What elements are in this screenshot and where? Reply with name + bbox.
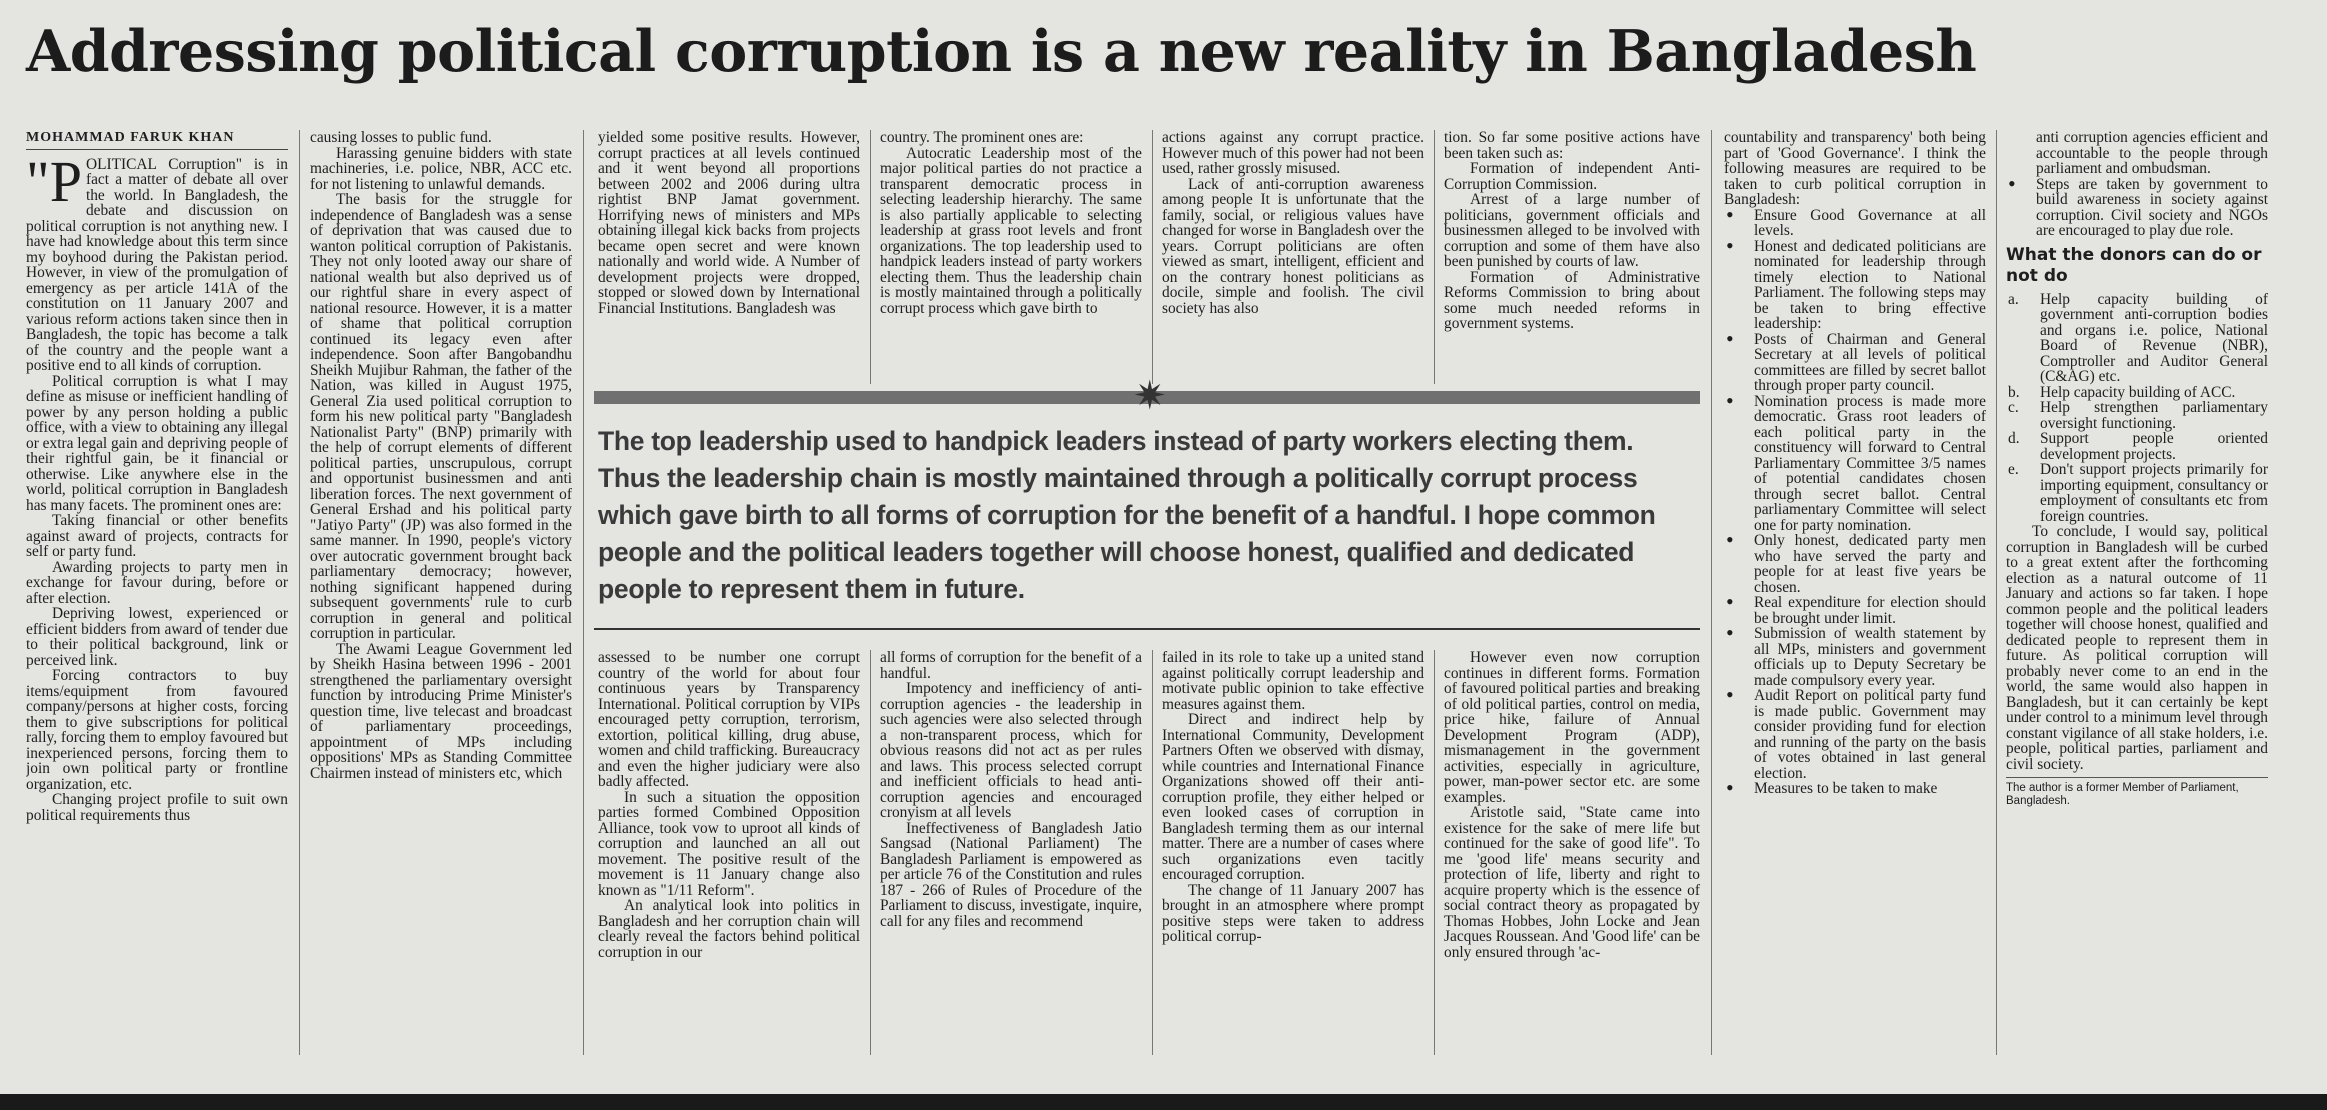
paragraph: countability and transparency' both being part of 'Good Governance'. I think the following measures are required to be taken to curb political corruption in Bangladesh: [1724,130,1986,208]
column-8 [2006,130,2268,1055]
conclusion-paragraph: To conclude, I would say, political corruption in Bangladesh will be curbed to a great extent after the forthcoming election as a natural outcome of 11 January and actions so far taken. I hope common people and the political leaders together will choose honest, qualified and dedicated people to represent them in future. As political corruption will probably never come to an end in the world, the same would also happen in Bangladesh, but it can certainly be kept under control to a minimum level through constant vigilance of all stake holders, i.e. people, political parties, parliament and civil society. [2006,523,2268,773]
paragraph: Direct and indirect help by International Community, Development Partners Often we observed with dismay, while countries and International Finance Organizations showed off their anti-corruption profile, they either helped or even looked cases of corruption in Bangladesh terming them as our internal matter. There are a number of cases where such organizations even tacitly encouraged corruption. [1162,711,1424,883]
column-rule [583,130,584,1055]
paragraph: country. The prominent ones are: [880,130,1084,146]
list-item: • Submission of wealth statement by all MPs, ministers and government officials up to Deputy Secretary be made compulsory every year. [1724,626,1986,688]
column-3-top [598,130,860,384]
column-6-top [1444,130,1700,384]
column-rule [1996,130,1997,1055]
column-rule [870,130,871,384]
paragraph: Lack of anti-corruption awareness among people It is unfortunate that the family, social, or religious values have changed for worse in Bangladesh over the years. Corrupt politicians are often viewed as smart, intelligent, efficient and on the contrary honest politicians as docile, simple and foolish. The civil society has also [1162,175,1424,317]
drop-cap: "P [26,148,82,214]
paragraph: In such a situation the opposition parties formed Combined Opposition Alliance, took vow to uproot all kinds of corruption and launched an all out movement. The positive result of the movement is 11 January change also known as "1/11 Reform". [598,788,860,899]
paragraph: tion. So far some positive actions have been taken such as: [1444,130,1700,162]
column-rule [870,650,871,1055]
column-rule [1434,130,1435,384]
paragraph: actions against any corrupt practice. However much of this power had not been used, rather grossly misused. [1162,130,1424,177]
paragraph: Ineffectiveness of Bangladesh Jatio Sangsad (National Parliament) The Bangladesh Parliament is empowered as per article 76 of the Constitution and rules 187 - 266 of Rules of Procedure of the Parliament to discuss, investigate, inquire, call for any files and recommend [880,819,1142,930]
paragraph: However even now corruption continues in different forms. Formation of favoured political parties and breaking of old political parties, control on media, price hike, failure of Annual Development Program (ADP), mismanagement in the government activities, especially in agriculture, power, man-power sector etc. are some examples. [1444,650,1700,806]
list-item: • Only honest, dedicated party men who have served the party and people for at least five years be chosen. [1724,533,1986,595]
paragraph: An analytical look into politics in Bangladesh and her corruption chain will clearly reveal the factors behind political corruption in our [598,897,860,961]
pull-quote: The top leadership used to handpick leaders instead of party workers electing them. Thus the leadership chain is mostly maintained through a politically corrupt process which gave birth to all forms of corruption for the benefit of a handful. I hope common people and the political leaders together will choose honest, qualified and dedicated people to represent them in future. [598,426,1656,604]
paragraph: causing losses to public fund. [310,130,492,146]
column-7 [1724,130,1986,1055]
list-item: e. Don't support projects primarily for importing equipment, consultancy or employment of consultants etc from foreign countries. [2008,461,2268,525]
paragraph: failed in its role to take up a united stand against politically corrupt leadership and motivate public opinion to take effective measures against them. [1162,650,1424,713]
paragraph: Awarding projects to party men in exchange for favour during, before or after election. [26,558,288,607]
list-item: • Honest and dedicated politicians are nominated for leadership through timely election to National Parliament. The following steps may be taken to bring effective leadership: [1724,239,1986,332]
section-subheading: What the donors can do or not do [2006,244,2262,286]
pull-quote-rule [594,628,1700,630]
column-rule [1434,650,1435,1055]
paragraph: Formation of Administrative Reforms Commission to bring about some much needed reforms in government systems. [1444,268,1700,332]
column-3-bottom [598,650,860,1055]
list-item: • Measures to be taken to make [1724,781,1986,797]
column-4-bottom [880,650,1142,1055]
column-4-top [880,130,1142,384]
lead-paragraph: "P OLITICAL Corruption" is in fact a matter of debate all over the world. In Bangladesh, the debate and discussion on political corruption is not anything new. I have had knowledge about this term since my boyhood during the Pakistan period. However, in view of the promulgation of emergency as per article 141A of the constitution on 11 January 2007 and various reform actions taken since then in Bangladesh, the topic has become a talk of the country and the people want a positive end to all kinds of corruption. [26,148,288,374]
list-item: • Real expenditure for election should be brought under limit. [1724,595,1986,626]
paragraph: Political corruption is what I may define as misuse or inefficient handling of power by any person holding a public office, with a view to obtaining any illegal or extra legal gain and depriving people of their rightful gain, be it financial or otherwise. Like anywhere else in the world, political corruption in Bangladesh has many facets. The prominent ones are: [26,372,288,514]
column-5-top [1162,130,1424,384]
list-item: • Steps are taken by government to build awareness in society against corruption. Civil society and NGOs are encouraged to play due role. [2006,177,2268,239]
paragraph: Impotency and inefficiency of anti-corruption agencies - the leadership in such agencies were also selected through a non-transparent process, which for obvious reasons did not act as per rules and laws. This process selected corrupt and inefficient officials to head anti-corruption agencies and encouraged cronyism at all levels [880,680,1142,821]
column-rule [1711,130,1712,1055]
paragraph: Formation of independent Anti-Corruption Commission. [1444,160,1700,193]
list-item: c. Help strengthen parliamentary oversight functioning. [2008,399,2268,432]
list-item: a. Help capacity building of government anti-corruption bodies and organs i.e. police, National Board of Revenue (NBR), Comptroller and Auditor General (C&AG) etc. [2008,290,2268,385]
paragraph: Changing project profile to suit own political requirements thus [26,791,288,824]
paragraph: Arrest of a large number of politicians, government officials and businessmen alleged to be involved with corruption and some of them have also been punished by courts of law. [1444,191,1700,270]
column-rule [299,130,300,1055]
paragraph: Aristotle said, "State came into existence for the sake of mere life but continued for the sake of good life". To me 'good life' means security and protection of life, liberty and right to acquire property which is the essence of social contract theory as propagated by Thomas Hobbes, John Locke and Jean Jacques Roussean. And 'Good life' can be only ensured through 'ac- [1444,804,1700,961]
paragraph: all forms of corruption for the benefit of a handful. [880,650,1142,682]
list-item: • Ensure Good Governance at all levels. [1724,208,1986,239]
paragraph: Forcing contractors to buy items/equipment from favoured company/persons at higher costs, forcing them to give subscriptions for political rally, forcing them to employ favoured but inexperienced persons, forcing them to join own political party or frontline organization, etc. [26,667,288,793]
column-6-bottom [1444,650,1700,1055]
donors-list [2006,292,2268,525]
list-item: b. Help capacity building of ACC. [2008,383,2236,401]
paragraph: The Awami League Government led by Sheikh Hasina between 1996 - 2001 strengthened the parliamentary oversight function by introducing Prime Minister's question time, live telecast and broadcast of parliamentary proceedings, appointment of MPs including oppositions' MPs as Standing Committee Chairmen instead of ministers etc, which [310,640,572,782]
paragraph: assessed to be number one corrupt country of the world for about four continuous years by Transparency International. Political corruption by VIPs encouraged petty corruption, terrorism, extortion, political killing, drug abuse, women and child trafficking. Bureaucracy and even the higher judiciary were also badly affected. [598,650,860,790]
column-rule [1152,650,1153,1055]
column-5-bottom [1162,650,1424,1055]
list-item: d. Support people oriented development projects. [2008,430,2268,463]
measures-list [1724,208,1986,797]
list-item: • Nomination process is made more democratic. Grass root leaders of each political party in the constituency will forward to Central Parliamentary Committee 3/5 names of potential candidates chosen through secret ballot. Central parliamentary Committee will select one for party nomination. [1724,394,1986,534]
paragraph: The basis for the struggle for independence of Bangladesh was a sense of deprivation that was caused due to wanton political corruption of Pakistanis. They not only looted away our share of national wealth but also deprived us of our rightful share in every aspect of national resource. However, it is a matter of shame that political corruption continued its legacy even after independence. Soon after Bangobandhu Sheikh Mujibur Rahman, the father of the Nation, was killed in August 1975, General Zia used political corruption to form his new political party "Bangladesh Nationalist Party" (BNP) primarily with the help of corrupt elements of different political parties, unscrupulous, corrupt and opportunist businessmen and anti liberation forces. The next government of General Ershad and his political party "Jatiyo Party" (JP) was also formed in the same manner. In 1990, people's victory over autocratic government brought back parliamentary democracy; however, nothing significant happened during subsequent governments' rule to curb corruption in general and political corruption in particular. [310,191,572,642]
paragraph: anti corruption agencies efficient and accountable to the people through parliament and ombudsman. [2036,130,2268,177]
paragraph: Autocratic Leadership most of the major political parties do not practice a transparent democratic process in selecting leadership hierarchy. The same is also partially applicable to selecting leadership at grass root levels and front organizations. The top leadership used to handpick leaders instead of party workers electing them. Thus the leadership chain is mostly maintained through a politically corrupt process which gave birth to [880,144,1142,317]
starburst-icon: ✷ [1133,373,1167,419]
paragraph: yielded some positive results. However, corrupt practices at all levels continued and it went beyond all proportions between 2002 and 2006 during ultra rightist BNP Jamat government. Horrifying news of ministers and MPs obtaining illegal kick backs from projects became open secret and were known nationally and world wide. A Number of development projects were dropped, stopped or slowed down by International Financial Institutions. Bangladesh was [598,130,860,317]
list-item: • Audit Report on political party fund is made public. Government may consider providing fund for election and running of the party on the basis of votes obtained in last general election. [1724,688,1986,781]
paragraph: The change of 11 January 2007 has brought in an atmosphere where prompt positive steps were taken to address political corrup- [1162,881,1424,945]
paragraph: Depriving lowest, experienced or efficient bidders from award of tender due to their political background, link or perceived link. [26,605,288,669]
list-item: • Posts of Chairman and General Secretary at all levels of political committees are filled by secret ballot through proper party council. [1724,332,1986,394]
measures-list-continued [2006,177,2268,239]
paragraph: Harassing genuine bidders with state machineries, i.e. police, NBR, ACC etc. for not listening to unlawful demands. [310,144,572,193]
column-1 [26,130,288,1055]
author-note: The author is a former Member of Parliament, Bangladesh. [2006,777,2268,808]
column-2 [310,130,572,1055]
paragraph: Taking financial or other benefits against award of projects, contracts for self or party fund. [26,512,288,560]
column-rule [1152,130,1153,384]
byline: MOHAMMAD FARUK KHAN [26,130,288,150]
article-headline: Addressing political corruption is a new reality in Bangladesh [26,18,1977,85]
